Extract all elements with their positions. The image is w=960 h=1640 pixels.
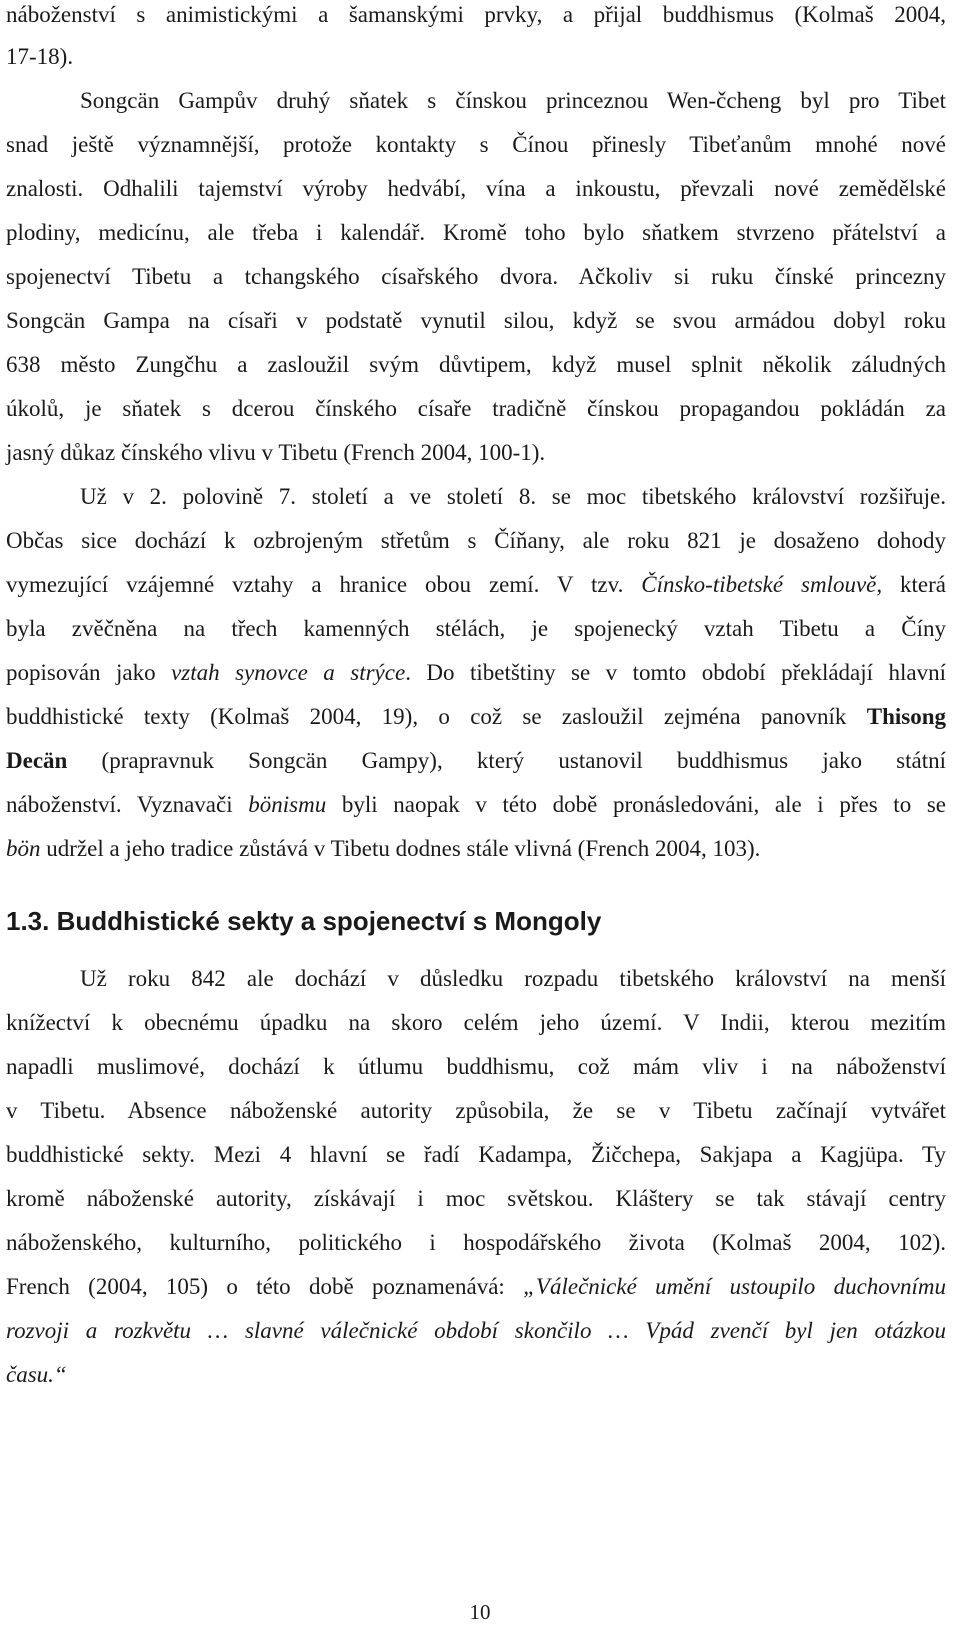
text-line: kromě náboženské autority, získávají i moc světskou. Kláštery se tak stávají centry (6, 1186, 946, 1211)
text-line: v Tibetu. Absence náboženské autority způsobila, že se v Tibetu začínají vytvářet (6, 1098, 946, 1123)
text-run: buddhistické texty (Kolmaš 2004, 19), o což se zasloužil zejména panovník (6, 704, 867, 729)
text-run: vymezující vzájemné vztahy a hranice obou zemí. V tzv. (6, 572, 642, 597)
text-line: Songcän Gampa na císaři v podstatě vynutil silou, když se svou armádou dobyl roku (6, 308, 946, 333)
text-run: byli naopak v této době pronásledováni, ale i přes to se (326, 792, 946, 817)
text-line: byla zvěčněna na třech kamenných stélách, je spojenecký vztah Tibetu a Číny (6, 616, 946, 641)
italic-term: Čínsko-tibetské smlouvě, (641, 572, 883, 597)
page-number: 10 (469, 1600, 491, 1624)
italic-quote: rozvoji a rozkvětu … slavné válečnické období skončilo … Vpád zvenčí byl jen otázkou (6, 1318, 946, 1343)
italic-term: bönismu (248, 792, 327, 817)
text-line: napadli muslimové, dochází k útlumu buddhismu, což mám vliv i na náboženství (6, 1054, 946, 1079)
text-line: 638 město Zungčhu a zasloužil svým důvtipem, když musel splnit několik záludných (6, 352, 946, 377)
text-line (6, 746, 946, 776)
text-line (6, 790, 946, 820)
text-line (6, 1272, 946, 1302)
italic-term: vztah synovce a strýce (171, 660, 406, 685)
text-line (6, 658, 946, 688)
text-line (6, 570, 946, 600)
text-run: náboženství. Vyznavači (6, 792, 249, 817)
section-heading: 1.3. Buddhistické sekty a spojenectví s Mongoly (6, 906, 602, 936)
text-run: popisován jako (6, 660, 172, 685)
text-line (6, 1316, 946, 1346)
text-line: 17-18). (6, 44, 74, 69)
text-run: French (2004, 105) o této době poznamenává: (6, 1274, 524, 1299)
bold-name: Decän (6, 748, 68, 773)
text-line: náboženství s animistickými a šamanskými prvky, a přijal buddhismus (Kolmaš 2004, (6, 2, 946, 27)
text-line: spojenectví Tibetu a tchangského císařského dvora. Ačkoliv si ruku čínské princezny (6, 264, 946, 289)
text-line: Občas sice dochází k ozbrojeným střetům s Číňany, ale roku 821 je dosaženo dohody (6, 528, 946, 553)
text-line: Už roku 842 ale dochází v důsledku rozpadu tibetského království na menší (80, 966, 946, 991)
text-line: buddhistické sekty. Mezi 4 hlavní se řadí Kadampa, Žičchepa, Sakjapa a Kagjüpa. Ty (6, 1142, 946, 1167)
text-line: Songcän Gampův druhý sňatek s čínskou princeznou Wen-čcheng byl pro Tibet (80, 88, 946, 113)
bold-name: Thisong (866, 704, 946, 729)
text-line: snad ještě významnější, protože kontakty s Čínou přinesly Tibeťanům mnohé nové (6, 132, 946, 157)
text-run: která (882, 572, 946, 597)
text-run: (prapravnuk Songcän Gampy), který ustanovil buddhismus jako státní (67, 748, 946, 773)
text-line: plodiny, medicínu, ale třeba i kalendář. Kromě toho bylo sňatkem stvrzeno přátelství a (6, 220, 946, 245)
text-run: udržel a jeho tradice zůstává v Tibetu dodnes stále vlivná (French 2004, 103). (40, 836, 761, 861)
text-line (6, 702, 946, 732)
text-line (6, 834, 946, 864)
text-line: náboženského, kulturního, politického i hospodářského života (Kolmaš 2004, 102). (6, 1230, 946, 1255)
text-line (6, 1360, 946, 1390)
text-run: . Do tibetštiny se v tomto období překládají hlavní (405, 660, 946, 685)
italic-term: bön (6, 836, 41, 861)
text-line: úkolů, je sňatek s dcerou čínského císaře tradičně čínskou propagandou pokládán za (6, 396, 946, 421)
italic-quote: „Válečnické umění ustoupilo duchovnímu (523, 1274, 946, 1299)
text-line: jasný důkaz čínského vlivu v Tibetu (French 2004, 100-1). (6, 440, 546, 465)
text-line: knížectví k obecnému úpadku na skoro celém jeho území. V Indii, kterou mezitím (6, 1010, 946, 1035)
text-line: Už v 2. polovině 7. století a ve století 8. se moc tibetského království rozšiřuje. (80, 484, 946, 509)
text-line: znalosti. Odhalili tajemství výroby hedvábí, vína a inkoustu, převzali nové zemědělské (6, 176, 946, 201)
italic-quote: času.“ (6, 1362, 67, 1387)
